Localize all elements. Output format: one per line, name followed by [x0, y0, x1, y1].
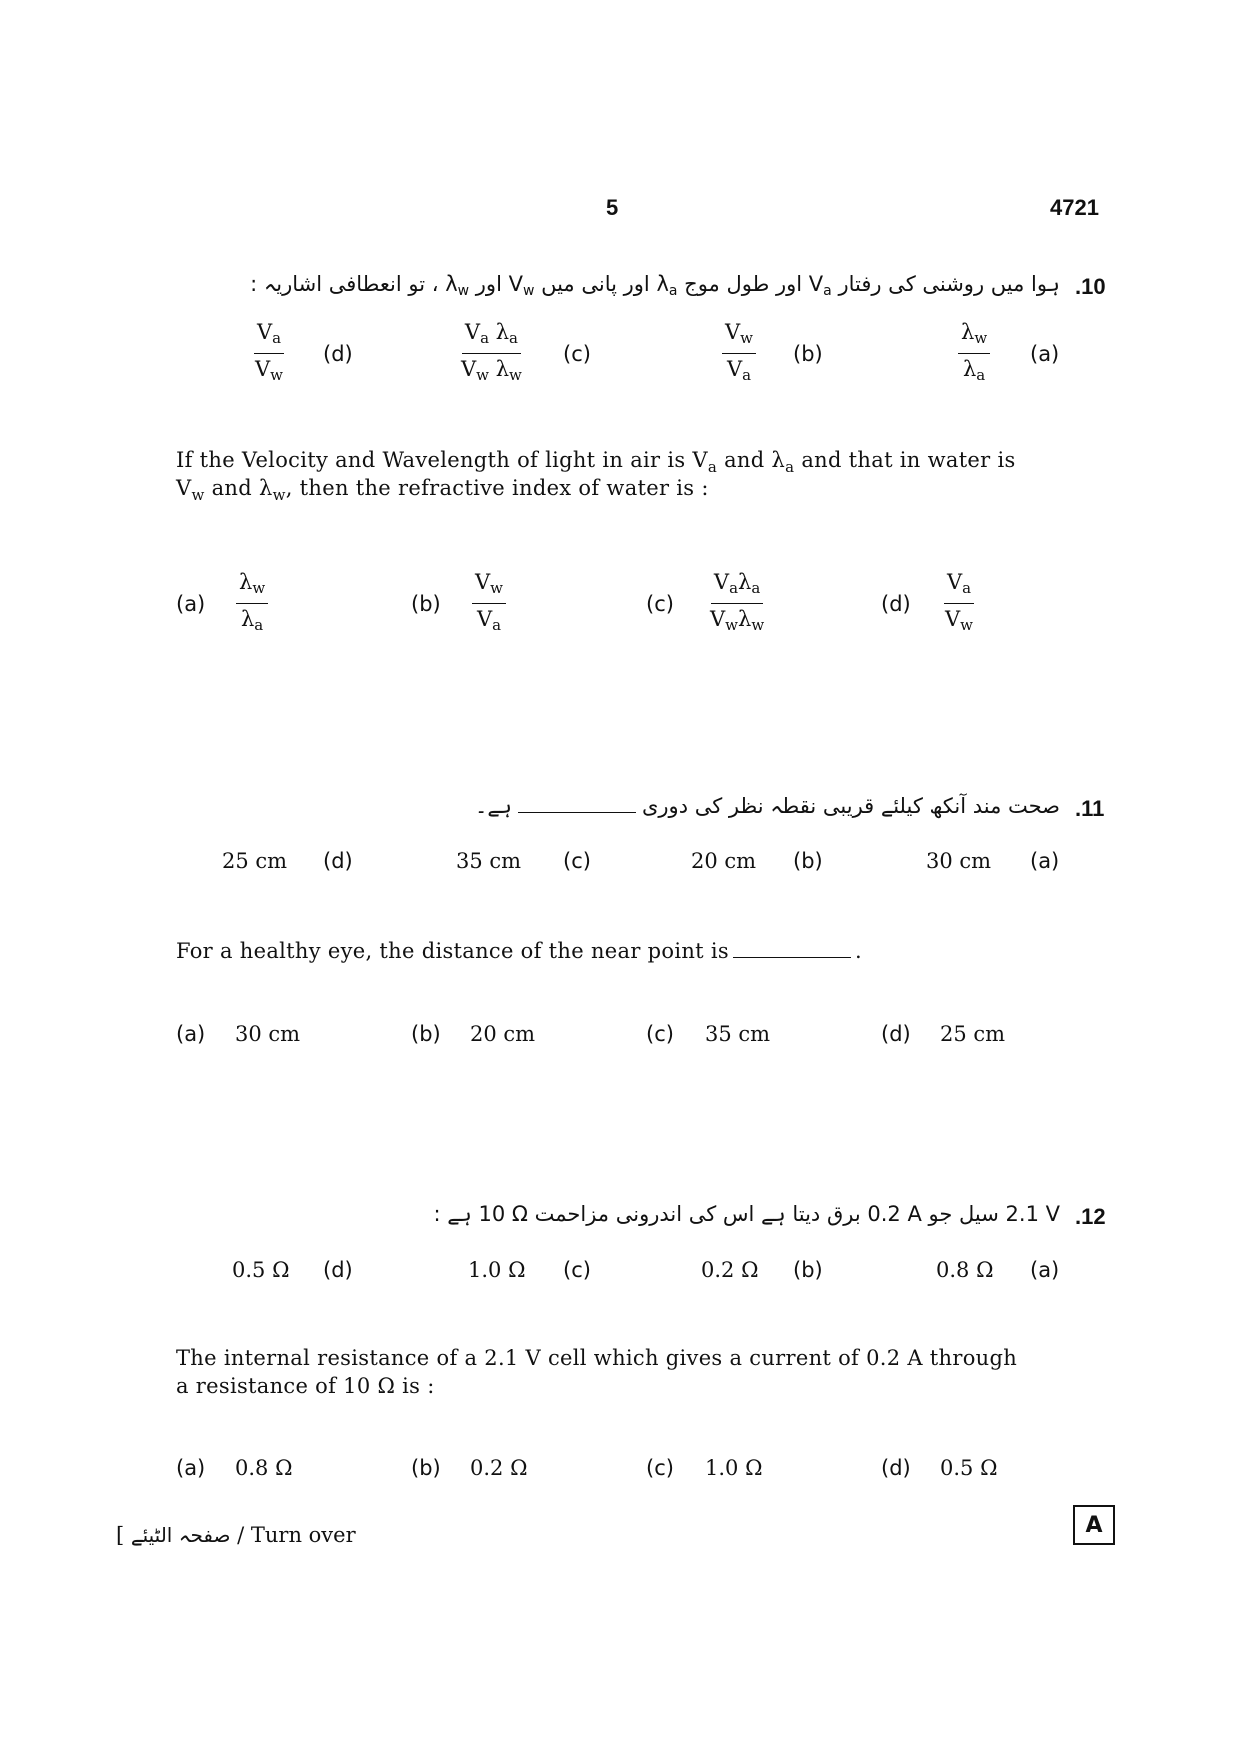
- q12-urdu-option-b: 0.2 Ω: [701, 1258, 759, 1282]
- q12-urdu-label-d: (d): [323, 1258, 353, 1282]
- q12-label-b: (b): [411, 1456, 441, 1480]
- q10-number: .10: [1075, 274, 1106, 299]
- q11-option-c: 35 cm: [705, 1022, 771, 1046]
- q11-english-question: For a healthy eye, the distance of the near point is .: [176, 939, 862, 963]
- q12-english-line-2: a resistance of 10 Ω is :: [176, 1374, 435, 1398]
- q10-label-a: (a): [176, 592, 206, 616]
- q11-urdu-option-b: 20 cm: [691, 849, 757, 873]
- q10-label-b: (b): [411, 592, 441, 616]
- q10-label-d: (d): [881, 592, 911, 616]
- q12-urdu-option-d: 0.5 Ω: [232, 1258, 290, 1282]
- q12-option-b: 0.2 Ω: [470, 1456, 528, 1480]
- q10-urdu-option-b-fraction: $\frac{V_w}{V_a}$: [722, 320, 756, 387]
- q11-number: .11: [1075, 796, 1105, 821]
- q12-urdu-option-c: 1.0 Ω: [468, 1258, 526, 1282]
- q12-urdu-question: 2.1 V سیل جو 0.2 A برق دیتا ہے اس کی اندرونی مزاحمت 10 Ω ہے :: [433, 1202, 1060, 1226]
- q12-option-a: 0.8 Ω: [235, 1456, 293, 1480]
- q12-option-d: 0.5 Ω: [940, 1456, 998, 1480]
- q11-urdu-question: صحت مند آنکھ کیلئے قریبی نقطہ نظر کی دوریہے۔: [475, 794, 1060, 818]
- q12-label-a: (a): [176, 1456, 206, 1480]
- q11-urdu-label-b: (b): [793, 849, 823, 873]
- q11-option-d: 25 cm: [940, 1022, 1006, 1046]
- q11-urdu-label-a: (a): [1030, 849, 1060, 873]
- q11-urdu-option-a: 30 cm: [926, 849, 992, 873]
- q12-english-line-1: The internal resistance of a 2.1 V cell which gives a current of 0.2 A through: [176, 1346, 1018, 1370]
- q10-option-b-fraction: $\frac{V_w}{V_a}$: [472, 570, 506, 637]
- q11-urdu-label-d: (d): [323, 849, 353, 873]
- q10-option-a-fraction: $\frac{\lambda_w}{\lambda_a}$: [236, 570, 268, 637]
- q12-urdu-label-b: (b): [793, 1258, 823, 1282]
- paper-code: 4721: [1050, 195, 1099, 220]
- q11-urdu-label-c: (c): [563, 849, 591, 873]
- q10-urdu-option-c-fraction: $\frac{V_a \lambda_a}{V_w \lambda_w}$: [461, 320, 522, 384]
- q10-urdu-question: ہوا میں روشنی کی رفتار $V_a$ اور طول موج $\lambda_a$ اور پانی میں $V_w$ اور $\lambda_w$ ، تو انعطافی اشاریہ :: [250, 272, 1060, 299]
- q11-label-b: (b): [411, 1022, 441, 1046]
- q10-urdu-label-d: (d): [323, 342, 353, 366]
- q12-label-c: (c): [646, 1456, 674, 1480]
- q11-label-a: (a): [176, 1022, 206, 1046]
- q12-label-d: (d): [881, 1456, 911, 1480]
- q10-urdu-label-b: (b): [793, 342, 823, 366]
- q11-label-c: (c): [646, 1022, 674, 1046]
- q12-option-c: 1.0 Ω: [705, 1456, 763, 1480]
- q11-option-a: 30 cm: [235, 1022, 301, 1046]
- q12-number: .12: [1075, 1204, 1106, 1229]
- q10-english-line-1: If the Velocity and Wavelength of light in air is $V_a$ and $\lambda_a$ and that in water is: [176, 448, 1016, 476]
- q10-urdu-option-a-fraction: $\frac{\lambda_w}{\lambda_a}$: [958, 320, 990, 387]
- q11-urdu-option-c: 35 cm: [456, 849, 522, 873]
- q10-option-c-fraction: $V_a\lambda_a$ $V_w\lambda_w$: [710, 570, 765, 634]
- page-number: 5: [606, 195, 619, 220]
- q12-urdu-option-a: 0.8 Ω: [936, 1258, 994, 1282]
- q10-label-c: (c): [646, 592, 674, 616]
- q10-option-d-fraction: $\frac{V_a}{V_w}$: [945, 570, 974, 634]
- q11-label-d: (d): [881, 1022, 911, 1046]
- q10-urdu-label-c: (c): [563, 342, 591, 366]
- q10-english-line-2: $V_w$ and $\lambda_w$, then the refractive index of water is :: [176, 476, 709, 504]
- q12-urdu-label-c: (c): [563, 1258, 591, 1282]
- q11-option-b: 20 cm: [470, 1022, 536, 1046]
- q10-urdu-label-a: (a): [1030, 342, 1060, 366]
- q10-urdu-option-d-fraction: $\frac{V_a}{V_w}$: [255, 320, 284, 384]
- turn-over-footer: [ صفحہ الٹیئے / Turn over: [116, 1523, 356, 1547]
- q11-urdu-option-d: 25 cm: [222, 849, 288, 873]
- series-box: A: [1073, 1505, 1115, 1545]
- q12-urdu-label-a: (a): [1030, 1258, 1060, 1282]
